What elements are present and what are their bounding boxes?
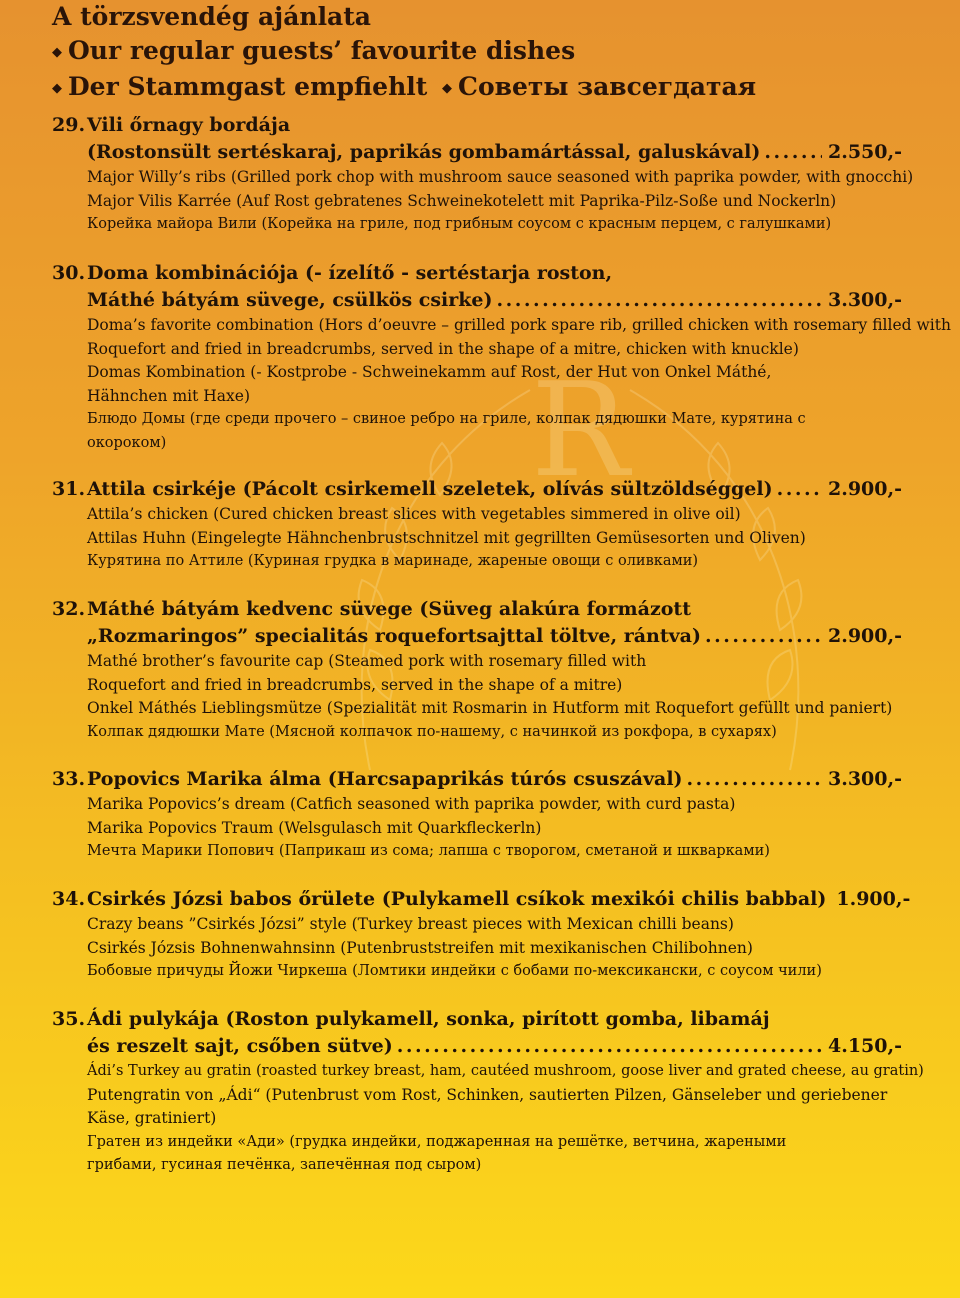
desc-german: Onkel Máthés Lieblingsmütze (Spezialität mit Rosmarin in Hutform mit Roquefort gefüllt und paniert) xyxy=(87,699,893,717)
leader-dots xyxy=(397,1033,822,1060)
desc-english: Doma’s favorite combination (Hors d’oeuvre – grilled pork spare rib, grilled chicken with rosemary filled with xyxy=(87,316,951,334)
diamond-bullet-icon: ◆ xyxy=(442,81,453,96)
desc-russian: Корейка майора Вили (Корейка на гриле, под грибным соусом с красным перцем, с галушками) xyxy=(87,216,832,232)
desc-english: Attila’s chicken (Cured chicken breast slices with vegetables simmered in olive oil) xyxy=(87,505,741,523)
leader-dots xyxy=(764,139,822,166)
desc-german: Putengratin von „Ádi“ (Putenbrust vom Rost, Schinken, sautierten Pilzen, Gänseleber und geriebener xyxy=(87,1085,888,1104)
desc-english: Crazy beans ”Csirkés Józsi” style (Turkey breast pieces with Mexican chilli beans) xyxy=(87,915,734,933)
desc-english: Major Willy’s ribs (Grilled pork chop with mushroom sauce seasoned with paprika powder, with gnocchi) xyxy=(87,168,914,186)
item-title: Attila csirkéje (Pácolt csirkemell szeletek, olívás sültzöldséggel) xyxy=(87,478,773,500)
menu-item-34 xyxy=(52,886,911,984)
item-number: 29. xyxy=(52,114,86,136)
item-title: Doma kombinációja (- ízelítő - sertéstarja roston, xyxy=(87,262,613,284)
header-russian: Советы завсегдатая xyxy=(458,72,757,101)
menu-item-35 xyxy=(52,1006,924,1178)
item-title: Máthé bátyám kedvenc süvege (Süveg alakúra formázott xyxy=(87,598,691,620)
desc-english-cont: Roquefort and fried in breadcrumbs, served in the shape of a mitre) xyxy=(87,675,623,694)
desc-russian: Блюдо Домы (где среди прочего – свиное ребро на гриле, колпак дядюшки Мате, курятина с xyxy=(87,411,806,427)
desc-english: Marika Popovics’s dream (Catfich seasoned with paprika powder, with curd pasta) xyxy=(87,795,736,813)
item-price: 3.300,- xyxy=(828,768,902,790)
desc-russian-cont: окороком) xyxy=(87,434,167,451)
item-number: 31. xyxy=(52,478,86,500)
item-number: 30. xyxy=(52,262,86,284)
desc-english: Ádi’s Turkey au gratin (roasted turkey breast, ham, cautéed mushroom, goose liver and grated cheese, au gratin) xyxy=(87,1063,924,1079)
item-title-cont: (Rostonsült sertéskaraj, paprikás gombamártással, galuskával) xyxy=(87,141,761,163)
desc-german: Csirkés Józsis Bohnenwahnsinn (Putenbruststreifen mit mexikanischen Chilibohnen) xyxy=(87,938,753,957)
header-german: Der Stammgast empfiehlt xyxy=(68,72,428,101)
desc-english-cont: Roquefort and fried in breadcrumbs, served in the shape of a mitre, chicken with knuckle) xyxy=(87,339,799,358)
desc-russian: Мечта Марики Попович (Паприкаш из сома; лапша с творогом, сметаной и шкварками) xyxy=(87,843,770,859)
item-price: 2.900,- xyxy=(828,478,902,500)
menu-item-31 xyxy=(52,476,902,574)
item-title-cont: „Rozmaringos” specialitás roquefortsajttal töltve, rántva) xyxy=(87,625,701,647)
desc-german: Attilas Huhn (Eingelegte Hähnchenbrustschnitzel mit gegrillten Gemüsesorten und Oliven) xyxy=(87,528,806,547)
item-price: 4.150,- xyxy=(828,1035,902,1057)
desc-english: Mathé brother’s favourite cap (Steamed pork with rosemary filled with xyxy=(87,652,647,670)
item-number: 35. xyxy=(52,1008,86,1030)
desc-russian: Колпак дядюшки Мате (Мясной колпачок по-нашему, с начинкой из рокфора, в сухарях) xyxy=(87,723,777,740)
header-hungarian: A törzsvendég ajánlata xyxy=(52,2,372,31)
item-title: Ádi pulykája (Roston pulykamell, sonka, pirított gomba, libamáj xyxy=(87,1008,770,1030)
desc-german-cont: Käse, gratiniert) xyxy=(87,1109,217,1127)
item-title: Csirkés Józsi babos őrülete (Pulykamell csíkok mexikói chilis babbal) xyxy=(87,888,827,910)
menu-item-32 xyxy=(52,596,902,744)
item-price: 3.300,- xyxy=(828,289,902,311)
item-title-cont: és reszelt sajt, csőben sütve) xyxy=(87,1035,393,1057)
item-title: Vili őrnagy bordája xyxy=(87,114,291,136)
item-price: 1.900,- xyxy=(836,888,911,910)
item-title-cont: Máthé bátyám süvege, csülkös csirke) xyxy=(87,289,493,311)
svg-text:R: R xyxy=(531,354,629,506)
item-title: Popovics Marika álma (Harcsapaprikás túrós csuszával) xyxy=(87,768,683,790)
desc-german-cont: Hähnchen mit Haxe) xyxy=(87,386,250,405)
menu-item-33 xyxy=(52,766,902,864)
desc-german: Domas Kombination (- Kostprobe - Schweinekamm auf Rost, der Hut von Onkel Máthé, xyxy=(87,363,772,381)
item-price: 2.900,- xyxy=(828,625,902,647)
header-english: Our regular guests’ favourite dishes xyxy=(68,36,576,65)
leader-dots xyxy=(497,287,822,314)
desc-russian-cont: грибами, гусиная печёнка, запечённая под сыром) xyxy=(87,1157,482,1173)
menu-header xyxy=(52,0,932,106)
item-number: 34. xyxy=(52,888,86,910)
diamond-bullet-icon: ◆ xyxy=(52,81,62,96)
menu-item-30 xyxy=(52,260,951,455)
leader-dots xyxy=(777,476,822,503)
diamond-bullet-icon: ◆ xyxy=(52,45,62,60)
desc-german: Marika Popovics Traum (Welsgulasch mit Quarkfleckerln) xyxy=(87,818,542,837)
menu-item-29 xyxy=(52,112,914,237)
item-number: 33. xyxy=(52,768,86,790)
leader-dots xyxy=(705,623,822,650)
desc-russian: Курятина по Аттиле (Куриная грудка в маринаде, жареные овощи с оливками) xyxy=(87,553,699,569)
desc-russian: Бобовые причуды Йожи Чиркеша (Ломтики индейки с бобами по-мексикански, с соусом чили) xyxy=(87,963,822,979)
leader-dots xyxy=(687,766,822,793)
item-number: 32. xyxy=(52,598,86,620)
desc-russian: Гратен из индейки «Ади» (грудка индейки, поджаренная на решётке, ветчина, жареными xyxy=(87,1133,787,1150)
item-price: 2.550,- xyxy=(828,141,902,163)
desc-german: Major Vilis Karrée (Auf Rost gebratenes Schweinekotelett mit Paprika-Pilz-Soße und Nockerln) xyxy=(87,191,837,210)
